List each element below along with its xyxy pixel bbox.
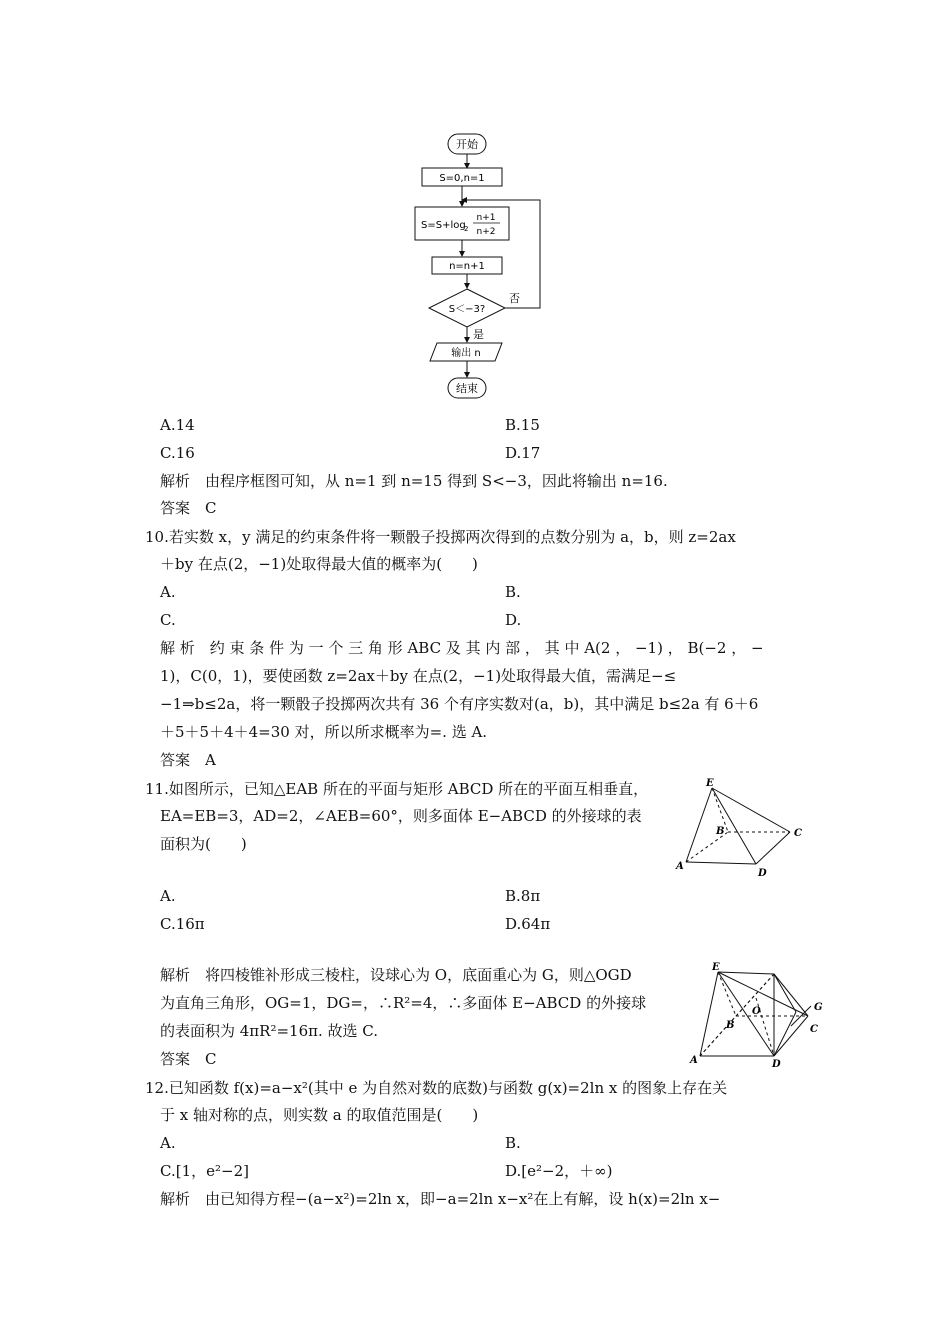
q11-stem-line3: 面积为( )	[160, 835, 247, 853]
flow-init-text: S=0,n=1	[439, 173, 485, 184]
q11-analysis-line3: 的表面积为 4πR²=16π. 故选 C.	[160, 1022, 379, 1040]
q11-stem-line2: EA=EB=3，AD=2，∠AEB=60°，则多面体 E−ABCD 的外接球的表	[160, 807, 642, 825]
q11-analysis-line2: 为直角三角形，OG=1，DG=，∴R²=4，∴多面体 E−ABCD 的外接球	[160, 994, 647, 1012]
flow-update-prefix: S=S+log	[421, 220, 466, 231]
q11-option-a: A.	[160, 887, 176, 905]
flow-output-text: 输出 n	[451, 348, 481, 359]
q10-stem-line1: 10.若实数 x，y 满足的约束条件将一颗骰子投掷两次得到的点数分别为 a，b，则 z=2ax	[145, 528, 736, 546]
fig1-label-b: B	[716, 826, 725, 837]
q10-option-d: D.	[505, 611, 522, 629]
flow-start-text: 开始	[456, 138, 478, 151]
q9-answer: 答案 C	[160, 499, 217, 517]
q11-option-c: C.16π	[160, 915, 205, 933]
q10-analysis-line2: 1)，C(0，1)，要使函数 z=2ax＋by 在点(2，−1)处取得最大值，需满足−≤	[160, 667, 677, 685]
q12-option-a: A.	[160, 1134, 176, 1152]
flow-update-num: n+1	[476, 213, 496, 223]
fig1-label-c: C	[794, 828, 802, 839]
q9-option-a: A.14	[160, 416, 195, 434]
q11-answer: 答案 C	[160, 1050, 217, 1068]
flow-condition-text: S＜−3?	[448, 304, 486, 315]
q11-analysis-line1: 解析 将四棱锥补形成三棱柱，设球心为 O，底面重心为 G，则△OGD	[160, 966, 632, 984]
fig2-label-d: D	[772, 1059, 781, 1070]
q11-option-d: D.64π	[505, 915, 551, 933]
q12-stem-line2: 于 x 轴对称的点，则实数 a 的取值范围是( )	[160, 1106, 479, 1124]
q10-analysis-line3: −1⇒b≤2a，将一颗骰子投掷两次共有 36 个有序实数对(a，b)，其中满足 b≤2a 有 6＋6	[160, 695, 759, 713]
q12-option-b: B.	[505, 1134, 521, 1152]
fig1-label-a: A	[676, 861, 684, 872]
q11-option-b: B.8π	[505, 887, 541, 905]
flowchart	[405, 130, 555, 405]
fig2-label-a: A	[690, 1055, 698, 1066]
pyramid-figure	[672, 776, 812, 882]
fig2-label-b: B	[726, 1020, 735, 1031]
q12-stem-line1: 12.已知函数 f(x)=a−x²(其中 e 为自然对数的底数)与函数 g(x)=2ln x 的图象上存在关	[145, 1079, 728, 1097]
q10-answer: 答案 A	[160, 751, 216, 769]
fig1-label-d: D	[758, 868, 767, 879]
q10-option-b: B.	[505, 583, 521, 601]
q9-option-b: B.15	[505, 416, 540, 434]
q10-analysis-line1: 解 析 约 束 条 件 为 一 个 三 角 形 ABC 及 其 内 部 ， 其 中 A(2 ， −1) ， B(−2 ， −	[160, 639, 764, 657]
flow-end-text: 结束	[456, 382, 478, 395]
prism-figure	[686, 960, 826, 1070]
fig2-label-o: O	[752, 1006, 761, 1017]
q9-analysis: 解析 由程序框图可知，从 n=1 到 n=15 得到 S<−3，因此将输出 n=16.	[160, 472, 668, 490]
flow-yes-label: 是	[473, 328, 484, 341]
fig2-label-e: E	[712, 962, 720, 973]
q12-option-d: D.[e²−2，＋∞)	[505, 1162, 613, 1180]
q9-option-d: D.17	[505, 444, 541, 462]
flow-no-label: 否	[509, 292, 520, 305]
flow-update-base: 2	[464, 225, 469, 233]
q11-stem-line1: 11.如图所示，已知△EAB 所在的平面与矩形 ABCD 所在的平面互相垂直，	[145, 780, 649, 798]
fig1-label-e: E	[706, 778, 714, 789]
q9-option-c: C.16	[160, 444, 195, 462]
q10-option-c: C.	[160, 611, 176, 629]
flow-increment-text: n=n+1	[449, 261, 485, 272]
fig2-label-c: C	[810, 1024, 818, 1035]
q10-stem-line2: ＋by 在点(2，−1)处取得最大值的概率为( )	[160, 555, 478, 573]
q10-analysis-line4: ＋5＋5＋4＋4=30 对，所以所求概率为=. 选 A.	[160, 723, 488, 741]
flow-update-den: n+2	[476, 227, 496, 237]
q12-option-c: C.[1，e²−2]	[160, 1162, 249, 1180]
fig2-label-g: G	[814, 1002, 823, 1013]
q12-analysis-line1: 解析 由已知得方程−(a−x²)=2ln x，即−a=2ln x−x²在上有解，设 h(x)=2ln x−	[160, 1190, 721, 1208]
q10-option-a: A.	[160, 583, 176, 601]
